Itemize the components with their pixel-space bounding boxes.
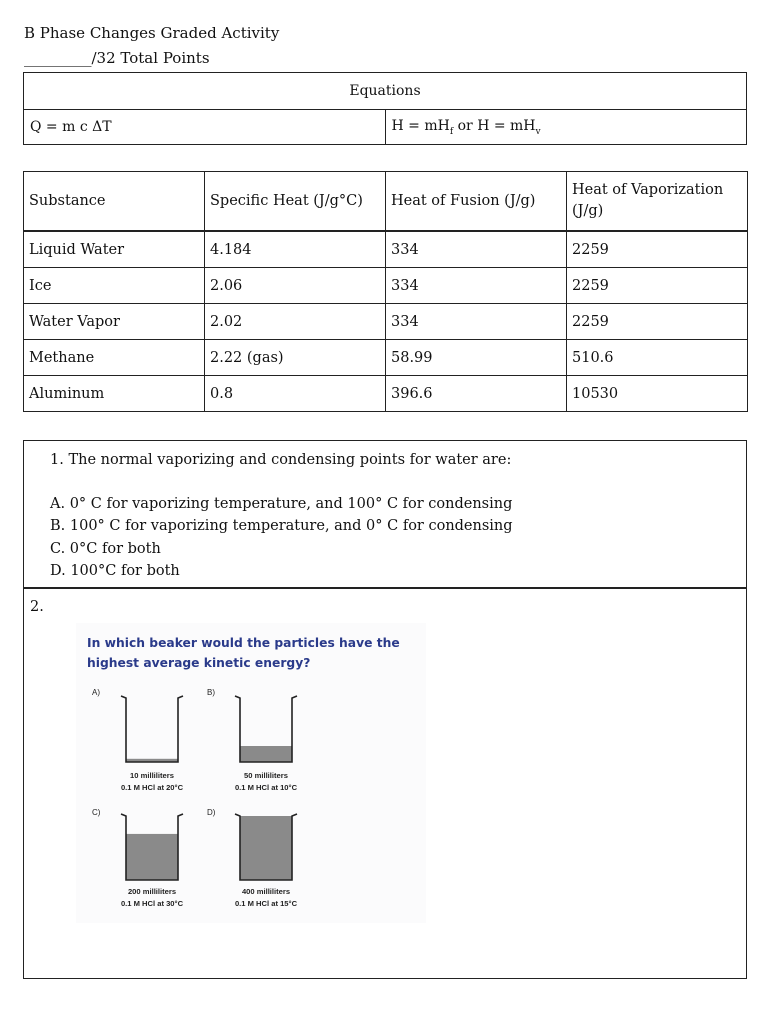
beaker-a-caption bbox=[97, 770, 207, 794]
heat-equation: Q = m c ΔT bbox=[24, 110, 386, 145]
table-cell: Liquid Water bbox=[24, 231, 205, 268]
table-row bbox=[24, 304, 748, 340]
question-1-stem: 1. The normal vaporizing and condensing points for water are: bbox=[50, 452, 512, 468]
table-cell: 4.184 bbox=[205, 231, 386, 268]
figure-question-text: In which beaker would the particles have the highest average kinetic energy? bbox=[87, 636, 400, 670]
table-cell: Water Vapor bbox=[24, 304, 205, 340]
table-header-row bbox=[24, 172, 748, 232]
table-cell: Aluminum bbox=[24, 376, 205, 412]
equations-heading: Equations bbox=[24, 73, 747, 110]
column-header: Heat of Fusion (J/g) bbox=[386, 172, 567, 232]
answer-option-a: A. 0° C for vaporizing temperature, and 100° C for condensing bbox=[50, 496, 513, 512]
beaker-liquid bbox=[240, 746, 292, 762]
beaker-c-letter: C) bbox=[92, 808, 101, 817]
beaker-liquid bbox=[240, 816, 292, 880]
beaker-d-volume: 400 milliliters bbox=[241, 887, 291, 896]
beaker-c-volume: 200 milliliters bbox=[127, 887, 177, 896]
beaker-a-solution: 0.1 M HCl at 20°C bbox=[120, 783, 184, 792]
beaker-liquid bbox=[126, 834, 178, 880]
beaker-a-letter: A) bbox=[92, 688, 100, 697]
question-1-options bbox=[50, 493, 513, 582]
table-cell: 396.6 bbox=[386, 376, 567, 412]
table-row bbox=[24, 231, 748, 268]
beaker-a bbox=[120, 690, 184, 766]
table-cell: 510.6 bbox=[567, 340, 748, 376]
table-cell: 2.06 bbox=[205, 268, 386, 304]
worksheet-title: B Phase Changes Graded Activity bbox=[24, 24, 280, 42]
beaker-b-caption bbox=[211, 770, 321, 794]
question-1-box bbox=[23, 440, 747, 588]
beaker-b-volume: 50 milliliters bbox=[244, 771, 288, 780]
beaker-a-volume: 10 milliliters bbox=[130, 771, 174, 780]
table-cell: 334 bbox=[386, 231, 567, 268]
table-cell: 10530 bbox=[567, 376, 748, 412]
beaker-b-solution: 0.1 M HCl at 10°C bbox=[234, 783, 298, 792]
phase-change-equation: $H = mH_f$ or $H = mH_v$ bbox=[385, 110, 747, 145]
beaker-d-letter: D) bbox=[207, 808, 216, 817]
beaker-c-caption bbox=[97, 886, 207, 910]
table-cell: Methane bbox=[24, 340, 205, 376]
beaker-b bbox=[234, 690, 298, 766]
beaker-glass bbox=[121, 696, 183, 762]
table-cell: 2259 bbox=[567, 231, 748, 268]
table-row bbox=[24, 340, 748, 376]
beaker-d-solution: 0.1 M HCl at 15°C bbox=[234, 899, 298, 908]
beaker-d-caption bbox=[211, 886, 321, 910]
table-cell: 334 bbox=[386, 268, 567, 304]
column-header: Specific Heat (J/g°C) bbox=[205, 172, 386, 232]
equations-table bbox=[23, 72, 747, 145]
table-cell: 2.02 bbox=[205, 304, 386, 340]
beaker-figure bbox=[76, 623, 426, 923]
column-header: Substance bbox=[24, 172, 205, 232]
table-row bbox=[24, 376, 748, 412]
question-2-number: 2. bbox=[30, 599, 44, 615]
table-cell: Ice bbox=[24, 268, 205, 304]
answer-option-c: C. 0°C for both bbox=[50, 540, 161, 557]
table-cell: 2259 bbox=[567, 304, 748, 340]
table-cell: 0.8 bbox=[205, 376, 386, 412]
table-cell: 2259 bbox=[567, 268, 748, 304]
table-cell: 334 bbox=[386, 304, 567, 340]
beaker-b-letter: B) bbox=[207, 688, 215, 697]
table-cell: 2.22 (gas) bbox=[205, 340, 386, 376]
substance-properties-table bbox=[23, 171, 748, 412]
beaker-d bbox=[234, 808, 298, 884]
beaker-c bbox=[120, 808, 184, 884]
beaker-c-solution: 0.1 M HCl at 30°C bbox=[120, 899, 184, 908]
answer-option-d: D. 100°C for both bbox=[50, 562, 180, 579]
answer-option-b: B. 100° C for vaporizing temperature, and 0° C for condensing bbox=[50, 518, 513, 535]
table-cell: 58.99 bbox=[386, 340, 567, 376]
total-points-line: _________/32 Total Points bbox=[24, 49, 210, 67]
question-2-box bbox=[23, 588, 747, 979]
table-row bbox=[24, 268, 748, 304]
column-header: Heat of Vaporization (J/g) bbox=[567, 172, 748, 232]
